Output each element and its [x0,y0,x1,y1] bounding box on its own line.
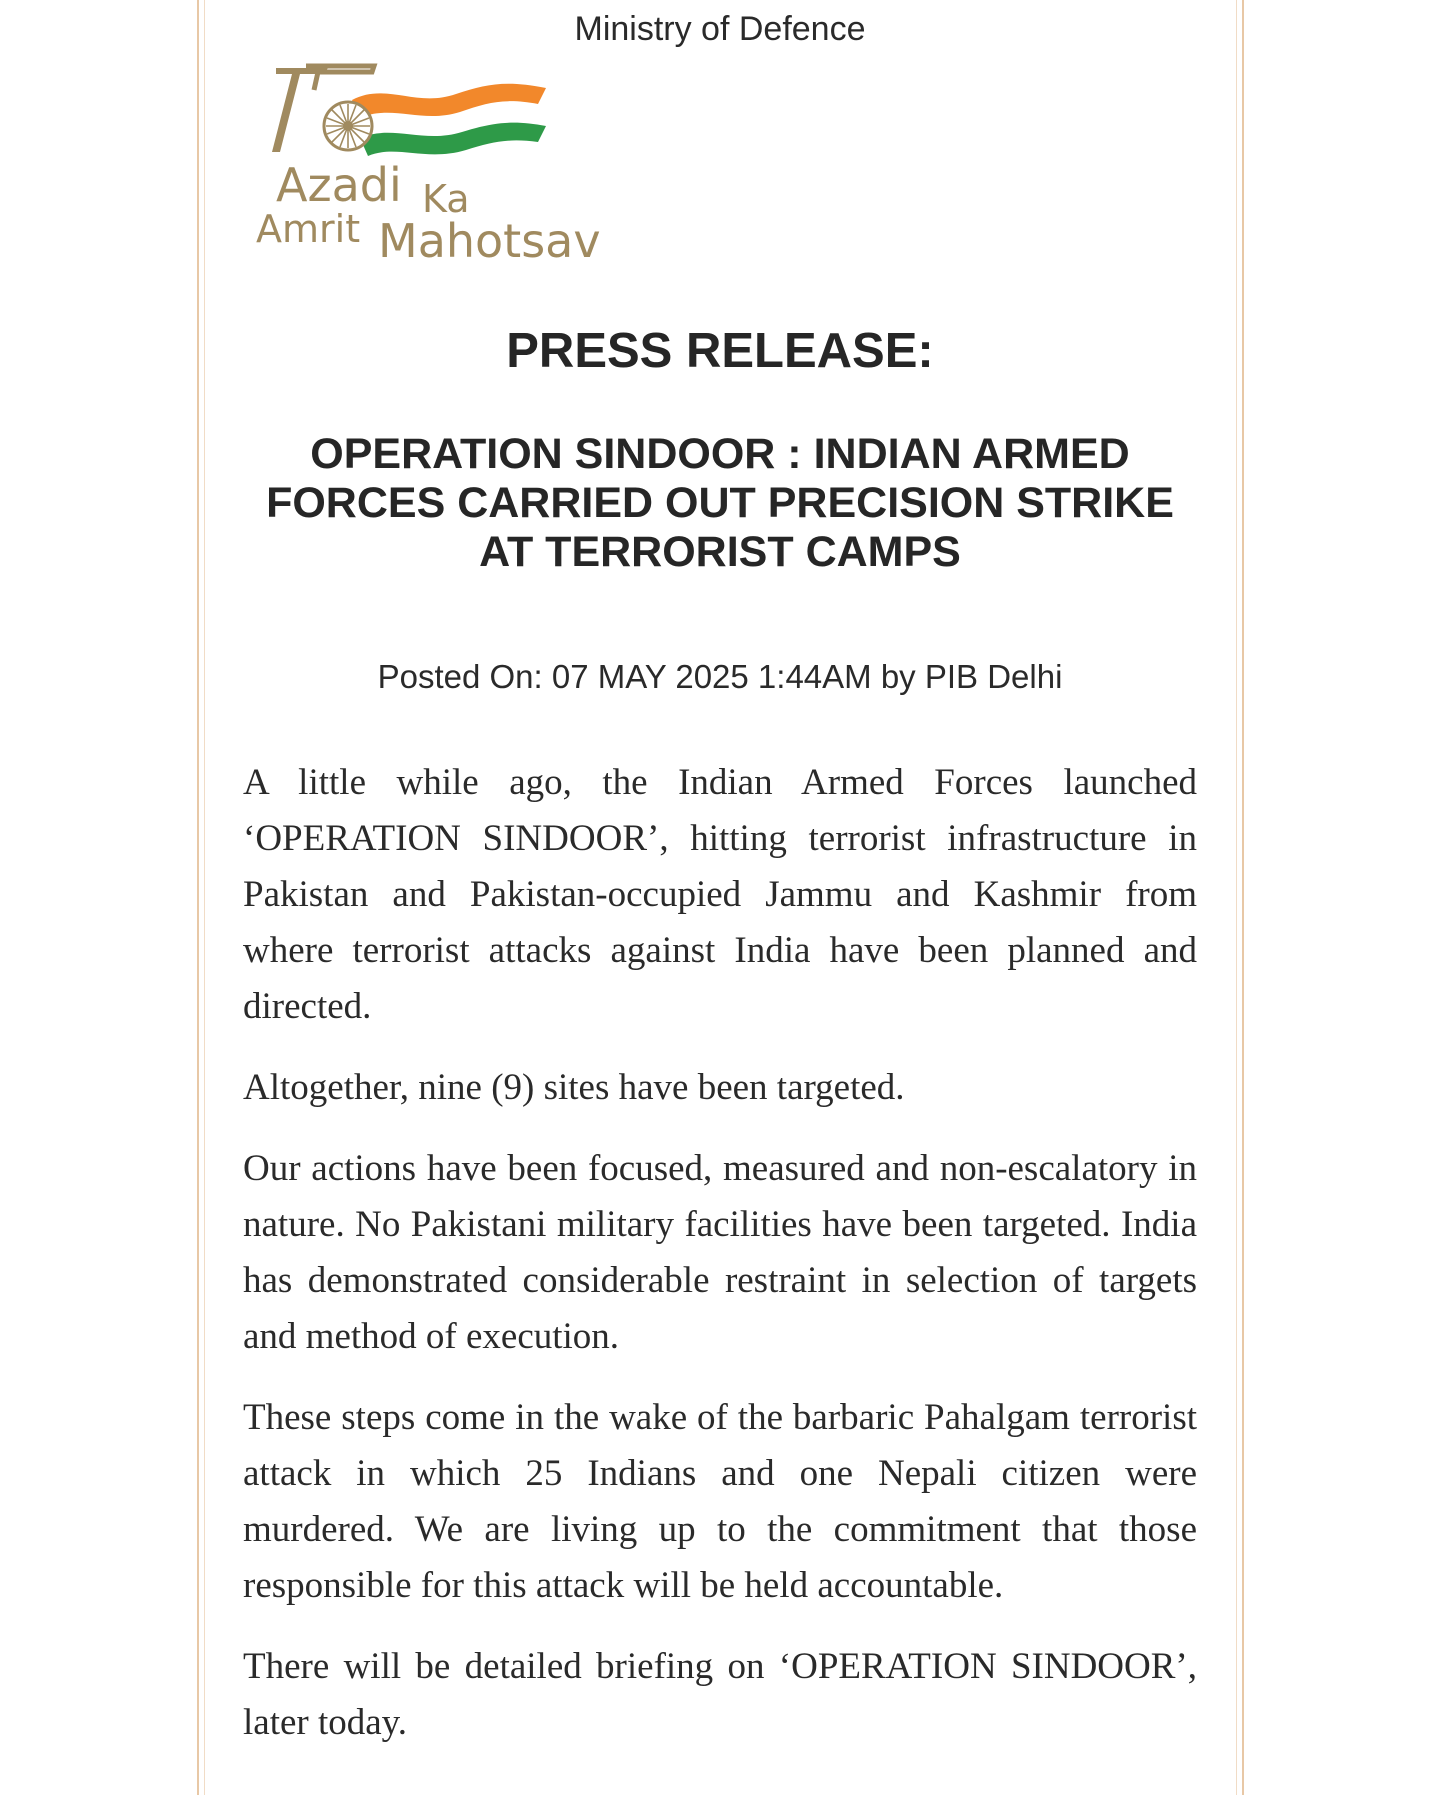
page-border-left-outer [197,0,199,1795]
body-paragraph: Our actions have been focused, measured and non-escalatory in nature. No Pakistani military facilities have been targeted. India has demonstrated considerable restraint in selection of targets and method of execution. [243,1148,1197,1357]
page-border-left-inner [204,0,205,1795]
posted-date-line: Posted On: 07 MAY 2025 1:44AM by PIB Delhi [377,658,1063,695]
logo-text-mahotsav: Mahotsav [378,214,601,268]
logo-text-azadi: Azadi [276,158,402,212]
body-paragraph: A little while ago, the Indian Armed Forces launched ‘OPERATION SINDOOR’, hitting terrorist infrastructure in Pakistan and Pakistan-occupied Jammu and Kashmir from where terrorist attacks against India have been planned and directed. [243,762,1197,1027]
azadi-ka-amrit-mahotsav-logo [256,60,616,270]
ministry-name: Ministry of Defence [574,10,866,48]
body-paragraph: These steps come in the wake of the barbaric Pahalgam terrorist attack in which 25 Indians and one Nepali citizen were murdered. We are living up to the commitment that those responsible for this attack will be held accountable. [243,1397,1197,1606]
press-release-title: PRESS RELEASE: [506,324,934,378]
page-border-right-inner [1236,0,1237,1795]
page-border-right-outer [1242,0,1244,1795]
logo-text-amrit: Amrit [256,207,361,251]
logo-emblem-icon [256,60,616,170]
body-paragraph: There will be detailed briefing on ‘OPERATION SINDOOR’, later today. [243,1646,1197,1743]
body-paragraph: Altogether, nine (9) sites have been targeted. [243,1067,905,1108]
headline: OPERATION SINDOOR : INDIAN ARMED FORCES CARRIED OUT PRECISION STRIKE AT TERRORIST CAMPS [266,430,1174,576]
press-release-body [243,755,1197,1776]
logo-text-ka: Ka [422,177,470,221]
